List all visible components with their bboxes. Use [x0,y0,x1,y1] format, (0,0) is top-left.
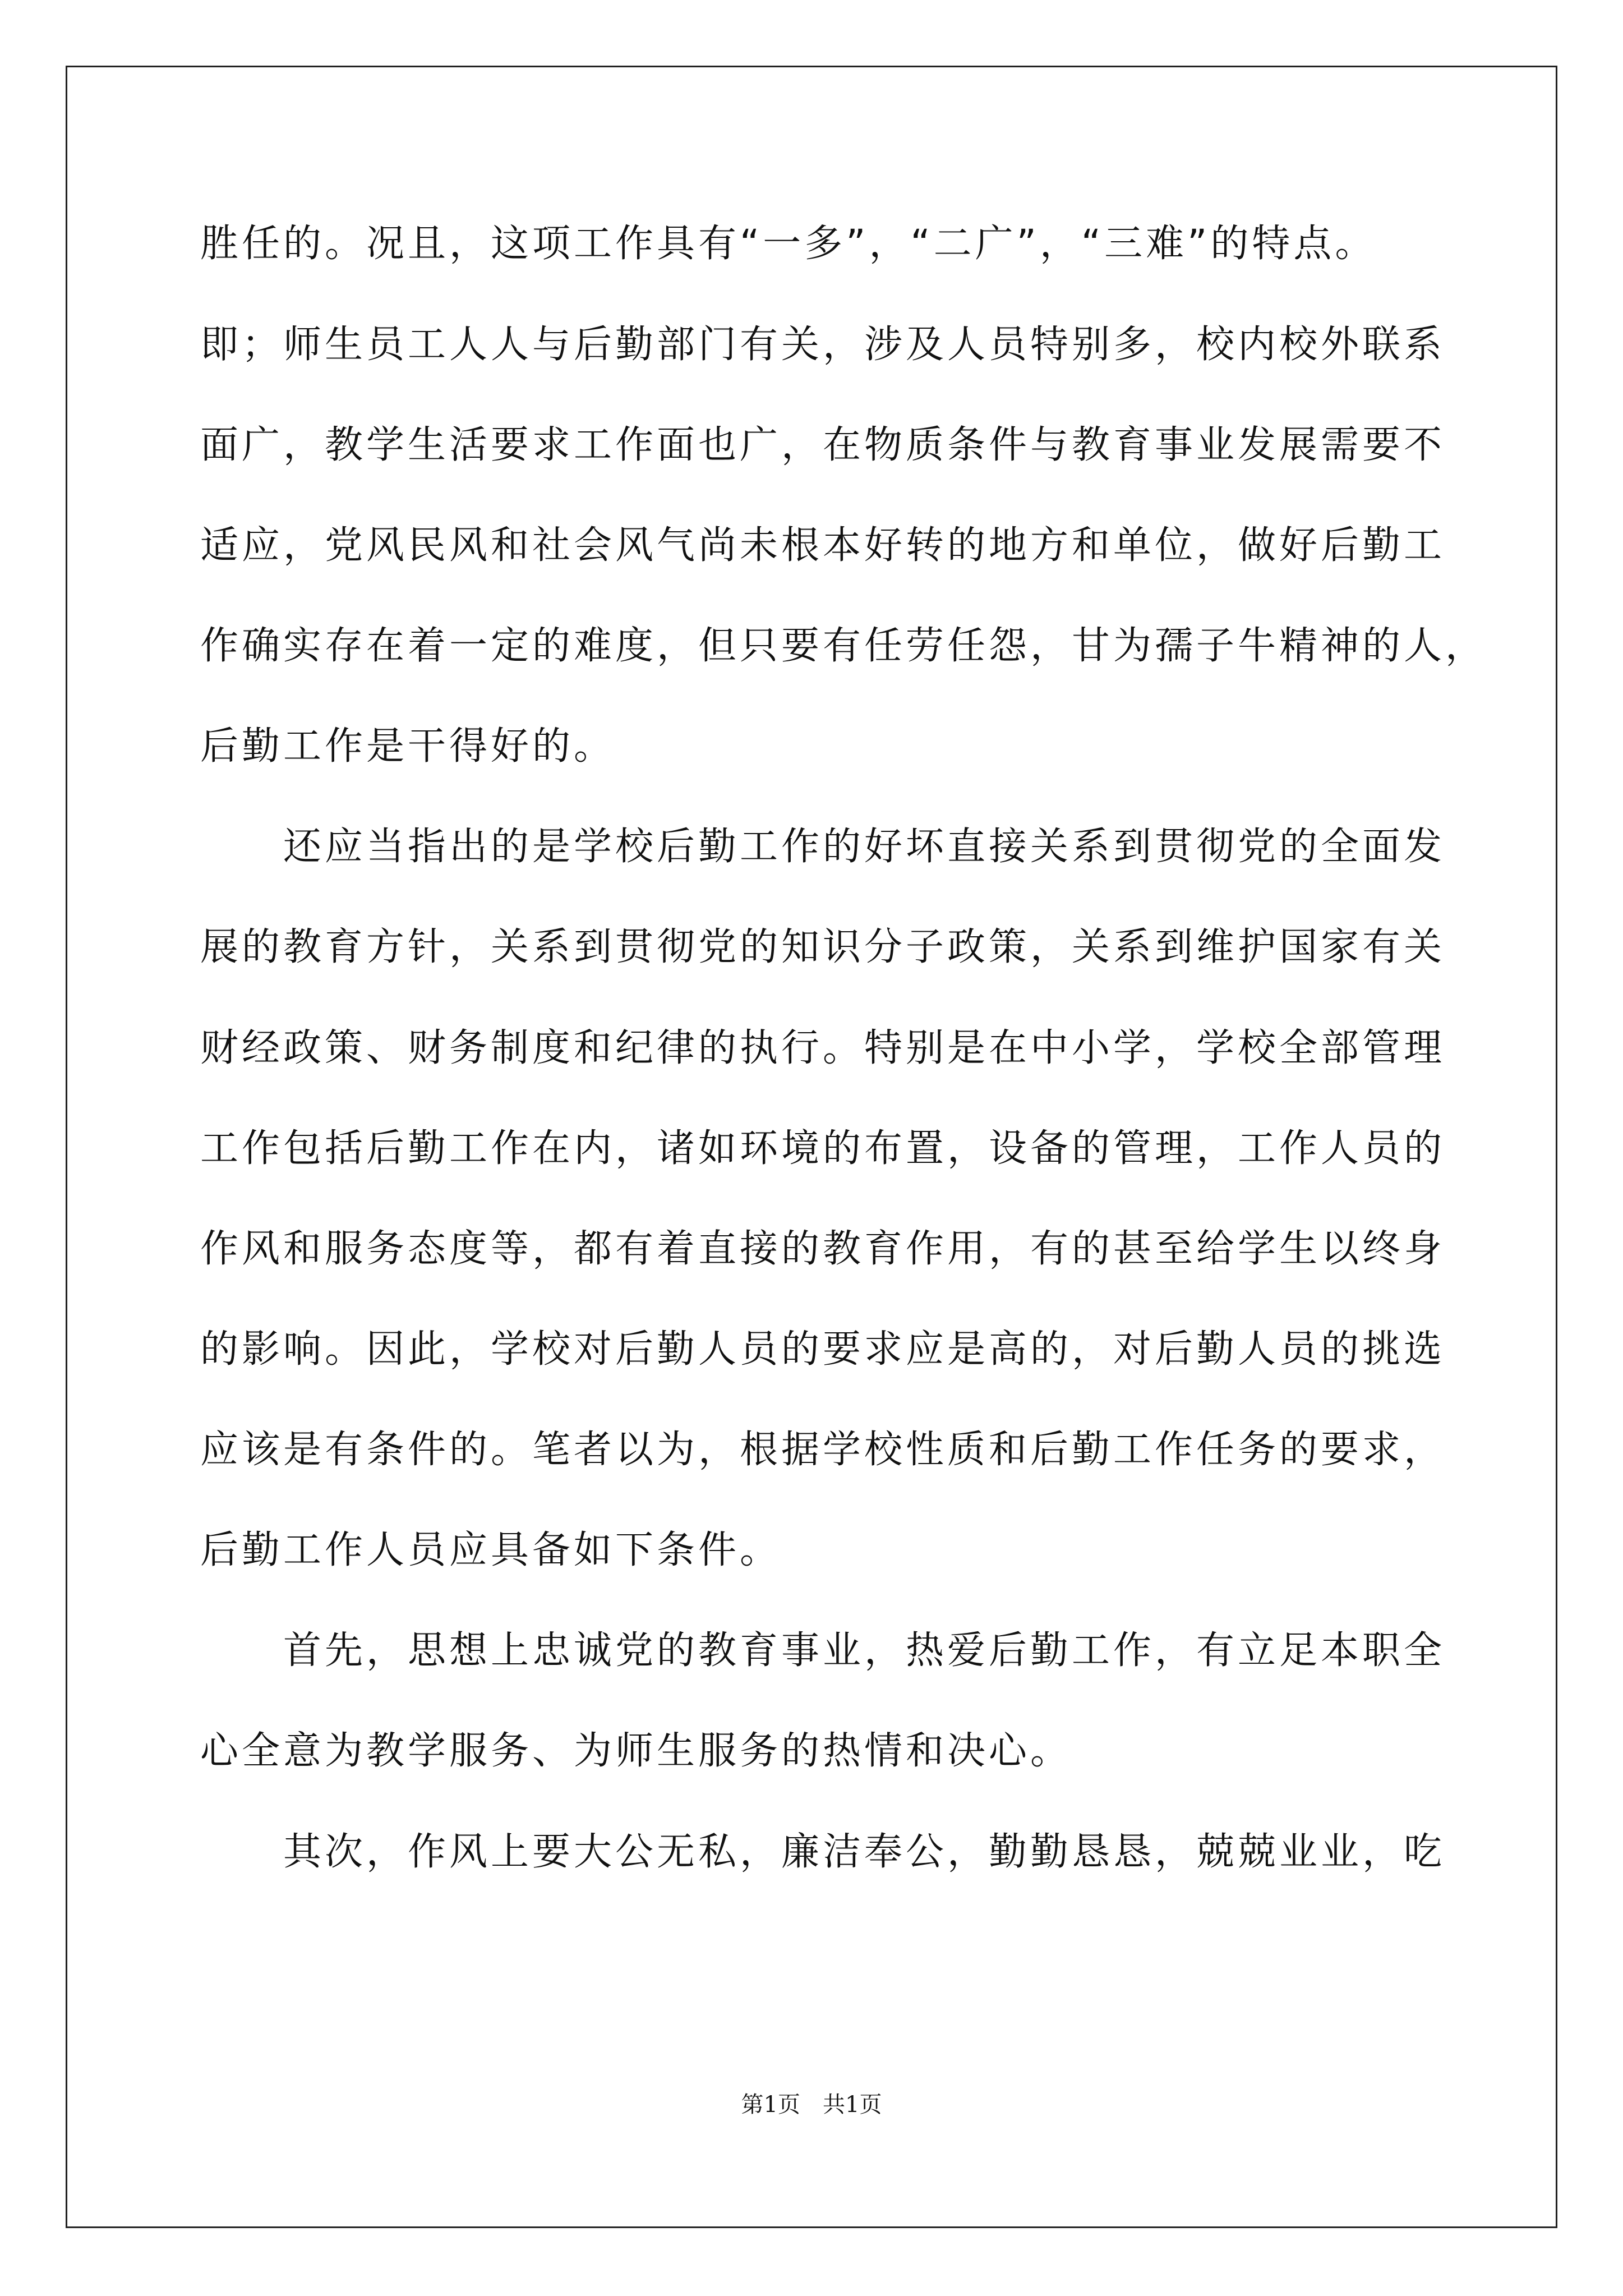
body-line: 展的教育方针，关系到贯彻党的知识分子政策，关系到维护国家有关 [200,925,1446,969]
paragraph-first-line: 首先，思想上忠诚党的教育事业，热爱后勤工作，有立足本职全 [283,1628,1446,1673]
body-line: 应该是有条件的。笔者以为，根据学校性质和后勤工作任务的要求， [200,1428,1446,1472]
body-line: 工作包括后勤工作在内，诸如环境的布置，设备的管理，工作人员的 [200,1126,1446,1171]
body-line: 面广，教学生活要求工作面也广，在物质条件与教育事业发展需要不 [200,423,1446,467]
body-line: 的影响。因此，学校对后勤人员的要求应是高的，对后勤人员的挑选 [200,1327,1446,1372]
body-line: 后勤工作人员应具备如下条件。 [200,1528,782,1572]
page-footer [0,2091,1623,2118]
body-line: 心全意为教学服务、为师生服务的热情和决心。 [200,1729,1072,1773]
body-line: 适应，党风民风和社会风气尚未根本好转的地方和单位，做好后勤工 [200,523,1446,568]
body-line: 后勤工作是干得好的。 [200,724,616,769]
paragraph-first-line: 其次，作风上要大公无私，廉洁奉公，勤勤恳恳，兢兢业业，吃 [283,1830,1446,1874]
page-number: 第1页 [741,2092,800,2118]
body-line: 财经政策、财务制度和纪律的执行。特别是在中小学，学校全部管理 [200,1026,1446,1070]
body-line: 作确实存在着一定的难度，但只要有任劳任怨，甘为孺子牛精神的人， [200,624,1487,668]
body-line: 作风和服务态度等，都有着直接的教育作用，有的甚至给学生以终身 [200,1227,1446,1271]
paragraph-first-line: 还应当指出的是学校后勤工作的好坏直接关系到贯彻党的全面发 [283,825,1446,869]
body-line: 胜任的。况且，这项工作具有“一多”，“二广”，“三难”的特点。 [200,222,1377,266]
page-total: 共1页 [823,2092,882,2118]
body-line: 即；师生员工人人与后勤部门有关，涉及人员特别多，校内校外联系 [200,323,1446,367]
